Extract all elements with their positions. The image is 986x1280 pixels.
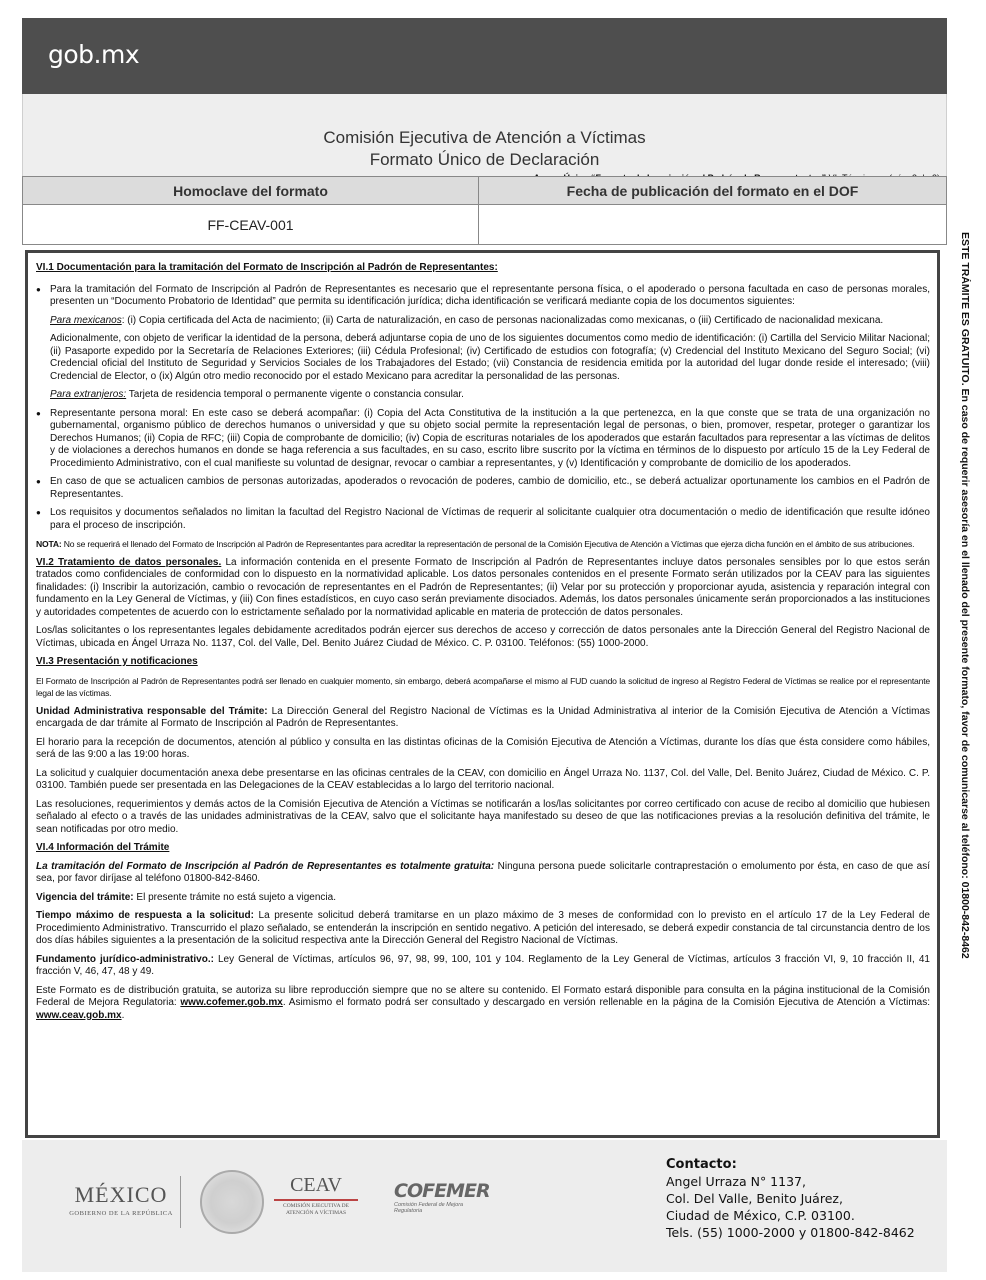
cofemer-logo <box>394 1180 490 1214</box>
ceav-logo-bar <box>274 1199 358 1201</box>
nota-label: NOTA: <box>36 539 62 549</box>
homoclave-value: FF-CEAV-001 <box>23 205 479 245</box>
persona-fisica-text: Para la tramitación del Formato de Inscripción al Padrón de Representantes es necesario que el representante persona física, o el apoderado o persona facultada en caso de personas morales, presenten un “Documento Probatorio de Identidad” que permita su identificación jurídica; dicha identificación se verificará mediante copia de los documentos siguientes: <box>50 283 930 307</box>
tiempo-text: La presente solicitud deberá tramitarse en un plazo máximo de 3 meses de conformidad con lo previsto en el artículo 17 de la Ley Federal de Procedimiento Administrativo. Transcurrido el plazo señalado, se entenderán la inscripción en sentido negativo. A petición del interesado, se deberá expedir constancia de tal circunstancia dentro de los dos días hábiles siguientes a la presentación de la solicitud respectiva ante la Dirección General del Registro Nacional de Víctimas. <box>36 910 930 946</box>
distribucion-text-b: . Asimismo el formato podrá ser consultado y descargado en versión rellenable en la página de la Comisión Ejecutiva de Atención a Víctimas: <box>282 997 930 1008</box>
persona-moral-text: Representante persona moral: En este caso se deberá acompañar: (i) Copia del Acta Constitutiva de la institución a la que pertenezca, en la que conste que se trata de una organización no gubernamental, organismo público de derechos humanos o universidad y que su objeto social permite la representación legal de personas, o bien, promover, respetar, proteger o garantizar los Derechos Humanos; (ii) Copia de RFC; (iii) Copia de comprobante de domicilio; (iv) Copia de escrituras notariales de los apoderados que estarán facultados para representar a las víctimas de delitos y de violaciones a derechos humanos en donde se haga referencia a sus facultades, en su caso, escrito libre suscrito por la víctima en términos de lo dispuesto por artículo 15 de la Ley Federal de Procedimiento Administrativo, con el cual manifieste su voluntad de designar, revocar o cambiar a representantes, y (v) Identificación y comprobante de domicilio de los apoderados. <box>50 407 930 469</box>
requirements-list <box>36 284 930 309</box>
footer-divider <box>180 1176 181 1228</box>
cofemer-link[interactable]: www.cofemer.gob.mx <box>180 997 283 1008</box>
extranjeros-label: Para extranjeros: <box>50 389 127 400</box>
ceav-logo <box>270 1174 362 1217</box>
fundamento-text: Ley General de Víctimas, artículos 96, 97, 98, 99, 100, 101 y 104. Reglamento de la Ley General de Víctimas, artículos 3 fracción VI, 9, 10 fracción II, 41 fracción V, 46, 47, 48 y 49. <box>36 953 930 977</box>
mexicanos-label: Para mexicanos <box>50 314 122 326</box>
gob-banner <box>22 18 947 94</box>
free-service-notice: ESTE TRÁMITE ES GRATUITO. En caso de requerir asesoría en el llenado del presente formato, favor de comunicarse al teléfono: 01800-842-8462 <box>959 232 971 959</box>
vigencia-text: El presente trámite no está sujeto a vigencia. <box>133 891 336 903</box>
list-item <box>36 284 930 309</box>
section-vi2-title: VI.2 Tratamiento de datos personales. <box>36 556 222 568</box>
section-vi4-title: VI.4 Información del Trámite <box>36 842 170 853</box>
contact-line: Ciudad de México, C.P. 03100. <box>666 1208 855 1223</box>
list-item <box>36 408 930 471</box>
derechos-paragraph: Los/las solicitantes o los representantes legales debidamente acreditados podrán ejercer sus derechos de acceso y corrección de datos personales ante la Dirección General del Registro Nacional de Víctimas, ubicada en Ángel Urraza No. 1137, Col. del Valle, Del. Benito Juárez Ciudad de México. C. P. 03100. Teléfonos: (55) 1000-2000. <box>36 625 930 649</box>
homoclave-table <box>22 176 947 245</box>
ceav-sub-2: ATENCIÓN A VÍCTIMAS <box>285 1210 347 1216</box>
gobierno-text: GOBIERNO DE LA REPÚBLICA <box>69 1210 173 1217</box>
list-item <box>36 476 930 501</box>
contact-title: Contacto: <box>666 1157 737 1172</box>
ceav-sub-1: COMISIÓN EJECUTIVA DE <box>283 1203 349 1209</box>
contact-line: Col. Del Valle, Benito Juárez, <box>666 1191 843 1206</box>
extranjeros-paragraph <box>36 389 930 402</box>
form-page <box>22 18 947 1258</box>
contact-block <box>666 1156 915 1241</box>
cofemer-logo-text: COFEMER <box>394 1180 490 1202</box>
gratuita-label: La tramitación del Formato de Inscripción al Padrón de Representantes es totalmente gratuita: <box>36 860 495 872</box>
presentacion-paragraph: El Formato de Inscripción al Padrón de Representantes podrá ser llenado en cualquier momento, sin embargo, deberá acompañarse el mismo al FUD cuando la solicitud de ingreso al Registro Federal de Víctimas se realice por el representante legal de las víctimas. <box>36 675 930 698</box>
requirements-list-2 <box>36 408 930 533</box>
distribucion-paragraph <box>36 985 930 1023</box>
free-service-sidebar <box>952 232 974 1022</box>
distribucion-text-a: Este Formato es de distribución gratuita, se autoriza su libre reproducción siempre que no se altere su contenido. El Formato estará disponible para consulta en la página institucional de la Comisión Federal de Mejora Regulatoria: <box>36 984 930 1008</box>
footer <box>22 1140 947 1272</box>
vigencia-label: Vigencia del trámite: <box>36 891 134 903</box>
ceav-logo-text: CEAV <box>290 1174 342 1196</box>
section-vi2-text: La información contenida en el presente Formato de Inscripción al Padrón de Representantes incluye datos personales sensibles por lo que estos serán tratados como confidenciales de conformidad con lo dispuesto en la normatividad aplicable. Los datos personales contenidos en el presente Formato serán utilizados por la CEAV para las siguientes finalidades: (i) Inscribir la autorización, cambio o revocación de representantes en el Padrón de Representantes; (ii) Velar por su protección y proporcionar ayuda, asistencia y reparación integral con fundamento en la Ley General de Víctimas, y (iii) Con fines estadísticos, en cuyo caso serán previamente disociados. Además, los datos personales únicamente serán proporcionados a las instituciones y autoridades competentes de acuerdo con lo estrictamente señalado por la normatividad aplicable en materia de protección de datos personales. <box>36 556 930 618</box>
section-vi3-title: VI.3 Presentación y notificaciones <box>36 656 198 667</box>
contact-line: Angel Urraza N° 1137, <box>666 1174 806 1189</box>
mexicanos-text: : (i) Copia certificada del Acta de nacimiento; (ii) Carta de naturalización, en caso de personas nacionalizadas como mexicanas, o (iii) Certificado de nacionalidad mexicana. <box>121 314 884 326</box>
contact-line: Tels. (55) 1000-2000 y 01800-842-8462 <box>666 1225 915 1240</box>
list-item <box>36 507 930 532</box>
gratuita-paragraph <box>36 861 930 886</box>
unidad-paragraph <box>36 706 930 731</box>
tiempo-label: Tiempo máximo de respuesta a la solicitud: <box>36 910 254 921</box>
gratuita-text: Ninguna persona puede solicitarle contraprestación o emolumento por ésta, en caso de que así sea, por favor diríjase al teléfono 01800-842-8460. <box>36 860 931 884</box>
resoluciones-paragraph: Las resoluciones, requerimientos y demás actos de la Comisión Ejecutiva de Atención a Víctimas se notificarán a los/las solicitantes por correo certificado con acuse de recibo al domicilio que hubiesen señalado al efecto o a través de las unidades administrativas de la CEAV, salvo que el solicitante haya manifestado su deseo de que las notificaciones previas a la resolución definitiva del trámite, le sean notificadas por otro medio. <box>36 798 930 835</box>
section-vi1-title: VI.1 Documentación para la tramitación del Formato de Inscripción al Padrón de Representantes: <box>36 262 498 273</box>
unidad-text: La Dirección General del Registro Nacional de Víctimas es la Unidad Administrativa al interior de la Comisión Ejecutiva de Atención a Víctimas encargada de dar trámite al Formato de Inscripción al Padrón de Representantes. <box>36 705 931 729</box>
vigencia-paragraph <box>36 892 930 905</box>
cambios-text: En caso de que se actualicen cambios de personas autorizadas, apoderados o revocación de poderes, cambio de domicilio, etc., se deberá actualizar oportunamente los cambios en el Padrón de Representantes. <box>50 476 930 500</box>
fundamento-label: Fundamento jurídico-administrativo.: <box>36 953 214 965</box>
section-vi2 <box>36 557 930 620</box>
requisitos-text: Los requisitos y documentos señalados no limitan la facultad del Registro Nacional de Víctimas de requerir al solicitante cualquier otra documentación o medio de identificación que resulte idóneo para el proceso de inscripción. <box>50 507 930 531</box>
gobmx-logo: gob.mx <box>48 40 140 69</box>
mexico-logo-text: MÉXICO <box>74 1182 168 1207</box>
nota-paragraph <box>36 538 930 551</box>
dof-date-header: Fecha de publicación del formato en el DOF <box>479 177 947 205</box>
unidad-label: Unidad Administrativa responsable del Trámite: <box>36 705 268 717</box>
mexico-logo <box>56 1182 186 1217</box>
mexicanos-paragraph <box>36 315 930 328</box>
horario-paragraph: El horario para la recepción de documentos, atención al público y consulta en las distintas oficinas de la Comisión Ejecutiva de Atención a Víctimas, durante los días que ésta considere como hábiles, será de las 9:00 a las 19:00 horas. <box>36 736 930 760</box>
solicitud-paragraph: La solicitud y cualquier documentación anexa debe presentarse en las oficinas centrales de la CEAV, con domicilio en Ángel Urraza No. 1137, Col. del Valle, Del. Benito Juárez, Ciudad de México. C. P. 03100. También puede ser presentada en las Delegaciones de la CEAV establecidas a lo largo del territorio nacional. <box>36 767 930 791</box>
tiempo-paragraph <box>36 910 930 948</box>
extranjeros-text: Tarjeta de residencia temporal o permanente vigente o constancia consular. <box>126 389 464 400</box>
ceav-link[interactable]: www.ceav.gob.mx <box>36 1009 122 1021</box>
cofemer-sub: Comisión Federal de Mejora Regulatoria <box>394 1202 464 1214</box>
dof-date-value <box>479 205 947 245</box>
distribucion-text-c: . <box>121 1009 125 1021</box>
page-subtitle: Formato Único de Declaración <box>369 150 600 169</box>
homoclave-header: Homoclave del formato <box>23 177 479 205</box>
nota-text: No se requerirá el llenado del Formato de Inscripción al Padrón de Representantes para acreditar la representación de personal de la Comisión Ejecutiva de Atención a Víctimas que ejerza dicha función en el ámbito de sus atribuciones. <box>61 539 915 549</box>
national-seal-icon <box>200 1170 264 1234</box>
instructions-box <box>25 250 940 1138</box>
page-title: Comisión Ejecutiva de Atención a Víctimas <box>323 128 646 147</box>
fundamento-paragraph <box>36 954 930 979</box>
adicional-paragraph: Adicionalmente, con objeto de verificar la identidad de la persona, deberá adjuntarse copia de uno de los siguientes documentos como medio de identificación: (i) Cartilla del Servicio Militar Nacional; (ii) Pasaporte expedido por la Secretaría de Relaciones Exteriores; (iii) Cédula Profesional; (iv) Certificado de estudios con fotografía; (v) Credencial del Instituto Mexicano del Seguro Social; (vi) Credencial oficial del Instituto de Seguridad y Servicios Sociales de los Trabajadores del Estado; (vii) Constancia de residencia emitida por la autoridad del lugar donde reside el interesado; (viii) Credencial de Elector, o (ix) Algún otro medio reconocido por el estado Mexicano para acreditar la personalidad de las personas. <box>50 333 930 382</box>
